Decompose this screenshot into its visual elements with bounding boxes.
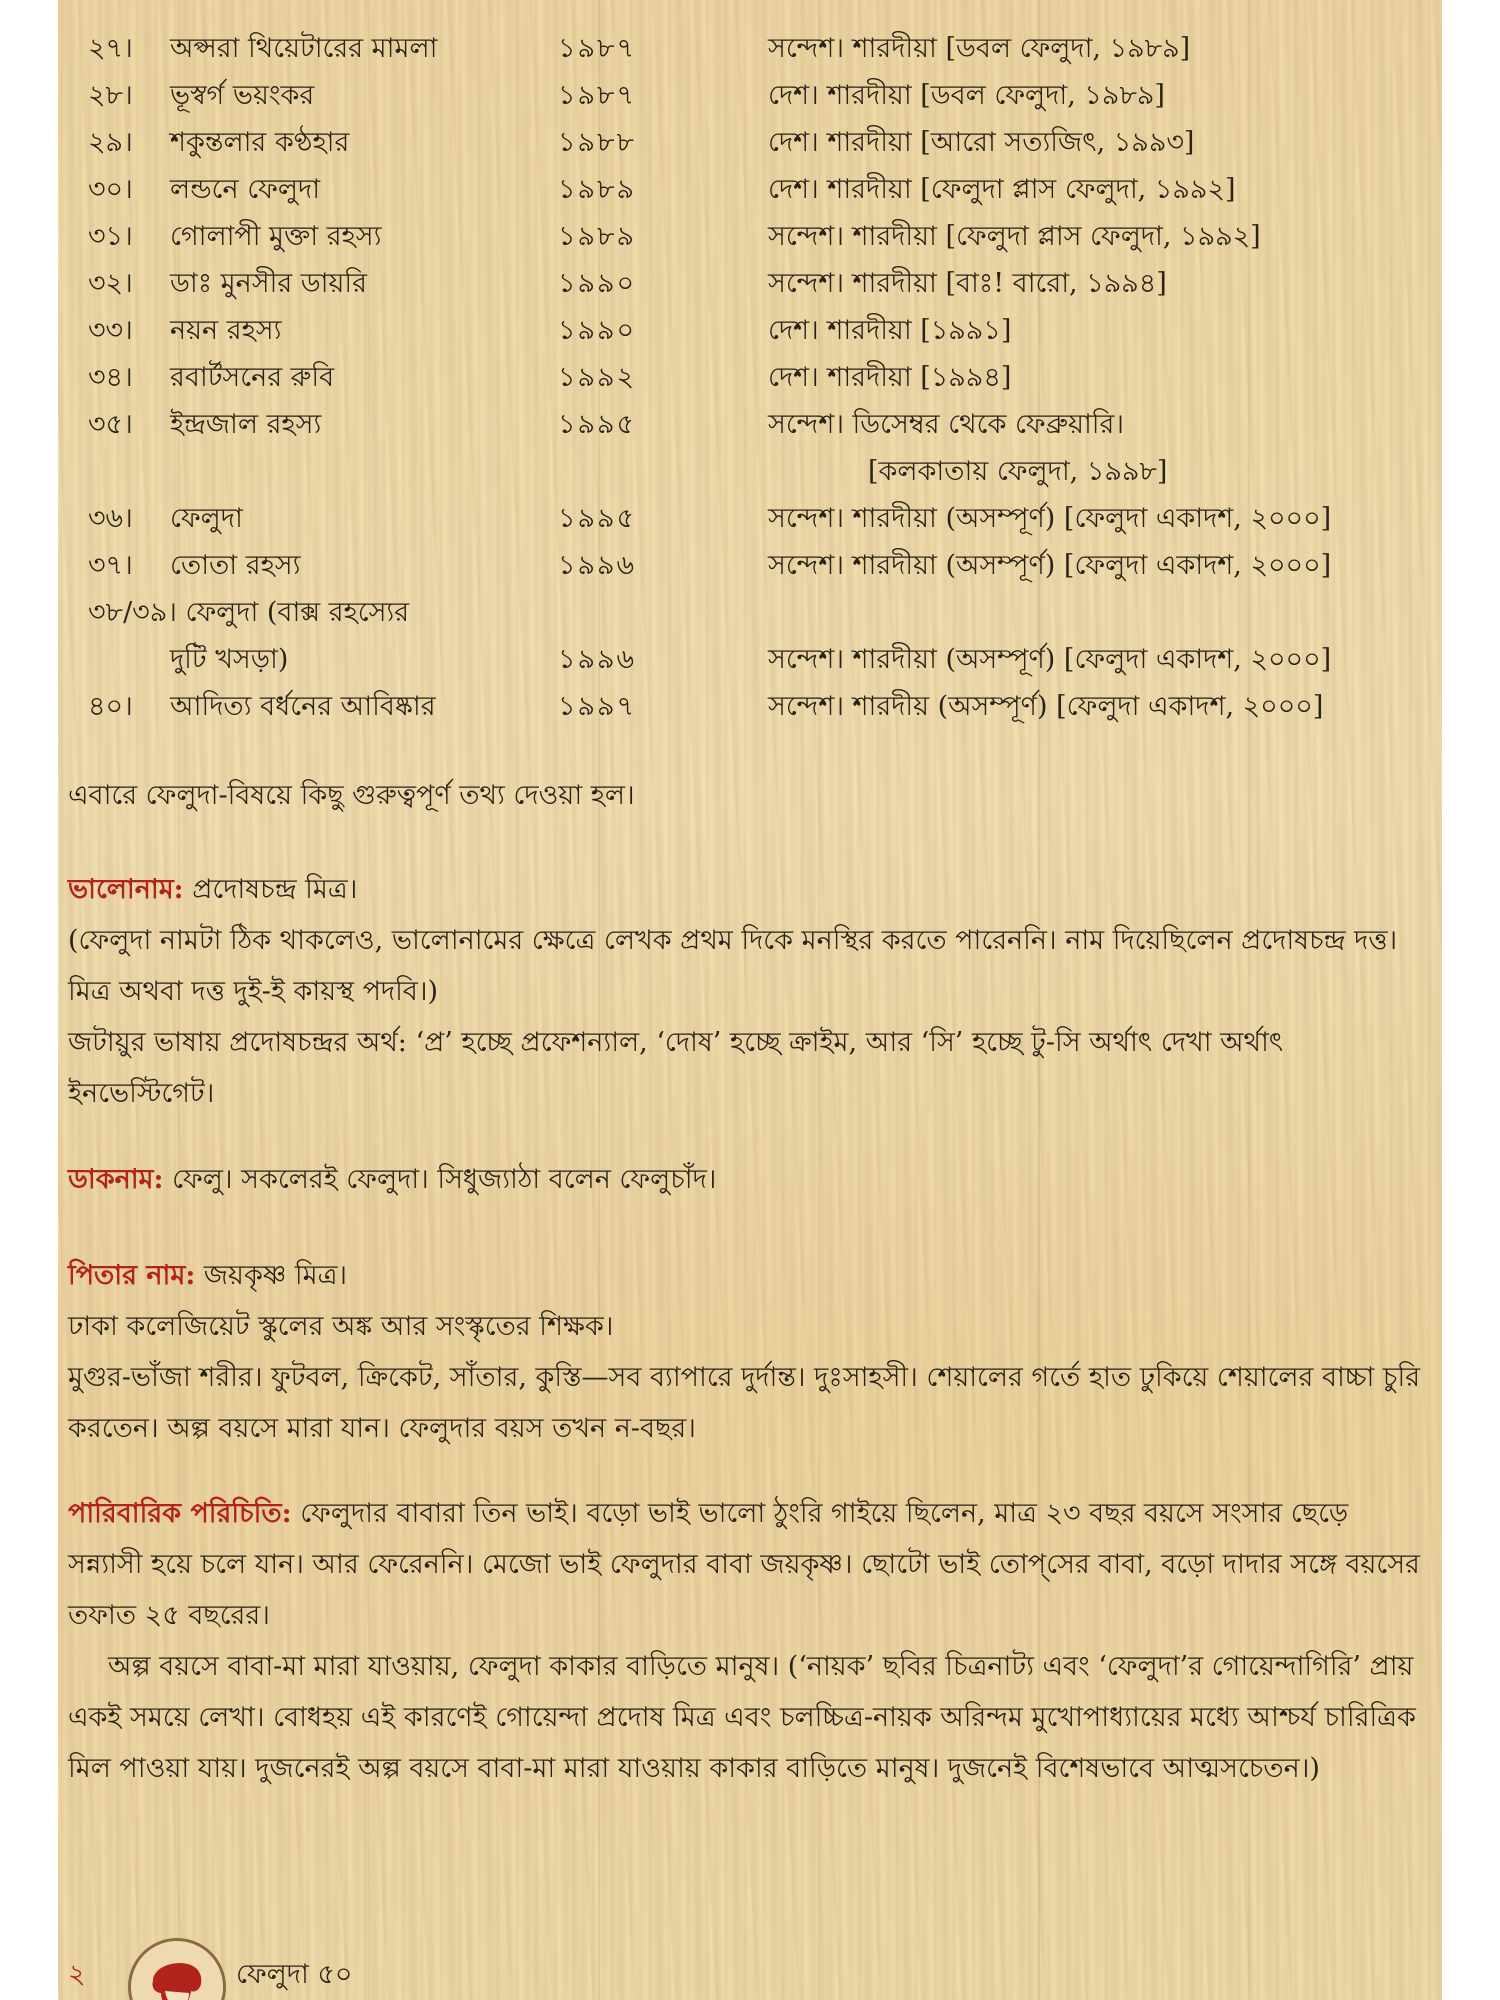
story-number: ২৯। <box>88 127 133 158</box>
story-number: ৩২। <box>88 268 133 299</box>
list-item <box>88 75 1418 122</box>
intro-paragraph <box>68 770 1428 821</box>
story-title: তোতা রহস্য <box>170 550 301 581</box>
section-label: ডাকনাম: <box>68 1164 164 1195</box>
story-number: ৩৩। <box>88 315 133 346</box>
story-title: আদিত্য বর্ধনের আবিষ্কার <box>170 691 436 722</box>
list-item <box>88 545 1418 592</box>
story-title: ইন্দ্রজাল রহস্য <box>170 409 322 440</box>
page-footer <box>68 1938 568 1998</box>
story-title: নয়ন রহস্য <box>170 315 282 346</box>
story-title: দুটি খসড়া) <box>170 644 289 675</box>
story-source: দেশ। শারদীয়া [১৯৯১] <box>768 315 1012 346</box>
story-title: লন্ডনে ফেলুদা <box>170 174 321 205</box>
section-value: জয়কৃষ্ণ মিত্র। <box>195 1260 348 1291</box>
story-source: দেশ। শারদীয়া [১৯৯৪] <box>768 362 1012 393</box>
list-item <box>88 122 1418 169</box>
section-heading-line <box>68 1154 1428 1205</box>
section-value: ফেলু। সকলেরই ফেলুদা। সিধুজ্যাঠা বলেন ফেলুচাঁদ। <box>163 1164 717 1195</box>
section-heading-line <box>68 864 1428 915</box>
list-item <box>88 404 1418 451</box>
story-year: ১৯৯৬ <box>558 550 637 581</box>
story-source: সন্দেশ। শারদীয়া (অসম্পূর্ণ) [ফেলুদা একাদশ, ২০০০] <box>768 503 1332 534</box>
story-year: ১৯৯৫ <box>558 503 637 534</box>
story-title: অপ্সরা থিয়েটারের মামলা <box>170 33 438 64</box>
story-number: ২৭। <box>88 33 133 64</box>
list-item-continuation <box>88 451 1418 498</box>
story-title: শকুন্তলার কণ্ঠহার <box>170 127 350 158</box>
story-year: ১৯৯৭ <box>558 691 637 722</box>
story-title: ভূস্বর্গ ভয়ংকর <box>170 80 315 111</box>
story-year: ১৯৮৭ <box>558 33 637 64</box>
book-title: ফেলুদা ৫০ <box>236 1959 353 1990</box>
section-pitar-nam <box>68 1250 1428 1454</box>
section-paragraph: জটায়ুর ভাষায় প্রদোষচন্দ্রর অর্থ: ‘প্র’ হচ্ছে প্রফেশন্যাল, ‘দোষ’ হচ্ছে ক্রাইম, আর ‘সি’ হচ্ছে টু-সি অর্থাৎ দেখা অর্থাৎ ইনভেস্টিগেট। <box>68 1027 1284 1109</box>
story-number: ৩৫। <box>88 409 133 440</box>
story-source: সন্দেশ। শারদীয়া (অসম্পূর্ণ) [ফেলুদা একাদশ, ২০০০] <box>768 644 1332 675</box>
story-number: ২৮। <box>88 80 133 111</box>
section-paragraph: ঢাকা কলেজিয়েট স্কুলের অঙ্ক আর সংস্কৃতের শিক্ষক। <box>68 1311 614 1342</box>
section-label: পারিবারিক পরিচিতি: <box>68 1498 292 1529</box>
page-number: ২ <box>68 1959 86 1990</box>
list-item <box>88 28 1418 75</box>
list-item <box>88 310 1418 357</box>
story-source: দেশ। শারদীয়া [ফেলুদা প্লাস ফেলুদা, ১৯৯২] <box>768 174 1236 205</box>
story-year: ১৯৯৬ <box>558 644 637 675</box>
story-source: সন্দেশ। ডিসেম্বর থেকে ফেব্রুয়ারি। <box>768 409 1125 440</box>
page <box>58 0 1442 2000</box>
story-year: ১৯৮৮ <box>558 127 637 158</box>
story-list <box>88 28 1418 733</box>
list-item <box>88 263 1418 310</box>
story-title: ডাঃ মুনসীর ডায়রি <box>170 268 367 299</box>
section-bhaloname <box>68 864 1428 1119</box>
section-paragraph: মুগুর-ভাঁজা শরীর। ফুটবল, ক্রিকেট, সাঁতার, কুস্তি—সব ব্যাপারে দুর্দান্ত। দুঃসাহসী। শেয়ালের গর্তে হাত ঢুকিয়ে শেয়ালের বাচ্চা চুরি করতেন। অল্প বয়সে মারা যান। ফেলুদার বয়স তখন ন-বছর। <box>68 1362 1421 1444</box>
section-heading-line <box>68 1250 1428 1301</box>
story-number: ৩৪। <box>88 362 133 393</box>
story-year: ১৯৮৯ <box>558 221 637 252</box>
story-year: ১৯৯০ <box>558 315 637 346</box>
list-item <box>88 498 1418 545</box>
section-paragraph: (ফেলুদা নামটা ঠিক থাকলেও, ভালোনামের ক্ষেত্রে লেখক প্রথম দিকে মনস্থির করতে পারেননি। নাম দিয়েছিলেন প্রদোষচন্দ্র দত্ত। মিত্র অথবা দত্ত দুই-ই কায়স্থ পদবি।) <box>68 925 1398 1007</box>
list-item <box>88 357 1418 404</box>
portrait-drawing <box>131 1941 223 2000</box>
story-title: রবার্টসনের রুবি <box>170 362 335 393</box>
list-item <box>88 592 1418 639</box>
story-source: সন্দেশ। শারদীয়া [বাঃ! বারো, ১৯৯৪] <box>768 268 1167 299</box>
intro-text: এবারে ফেলুদা-বিষয়ে কিছু গুরুত্বপূর্ণ তথ্য দেওয়া হল। <box>68 780 635 811</box>
story-source: সন্দেশ। শারদীয়া (অসম্পূর্ণ) [ফেলুদা একাদশ, ২০০০] <box>768 550 1332 581</box>
story-year: ১৯৯০ <box>558 268 637 299</box>
story-year: ১৯৯২ <box>558 362 637 393</box>
story-year: ১৯৮৭ <box>558 80 637 111</box>
story-source: [কলকাতায় ফেলুদা, ১৯৯৮] <box>868 456 1168 487</box>
story-title: গোলাপী মুক্তা রহস্য <box>170 221 382 252</box>
list-item <box>88 216 1418 263</box>
story-source: দেশ। শারদীয়া [আরো সত্যজিৎ, ১৯৯৩] <box>768 127 1195 158</box>
section-label: পিতার নাম: <box>68 1260 196 1291</box>
story-source: সন্দেশ। শারদীয়া [ফেলুদা প্লাস ফেলুদা, ১৯৯২] <box>768 221 1261 252</box>
list-item-continuation <box>88 639 1418 686</box>
list-item <box>88 686 1418 733</box>
section-paragraph: অল্প বয়সে বাবা-মা মারা যাওয়ায়, ফেলুদা কাকার বাড়িতে মানুষ। (‘নায়ক’ ছবির চিত্রনাট্য এবং ‘ফেলুদা’র গোয়েন্দাগিরি’ প্রায় একই সময়ে লেখা। বোধহয় এই কারণেই গোয়েন্দা প্রদোষ মিত্র এবং চলচ্চিত্র-নায়ক অরিন্দম মুখোপাধ্যায়ের মধ্যে আশ্চর্য চারিত্রিক মিল পাওয়া যায়। দুজনেরই অল্প বয়সে বাবা-মা মারা যাওয়ায় কাকার বাড়িতে মানুষ। দুজনেই বিশেষভাবে আত্মসচেতন।) <box>68 1651 1416 1784</box>
story-number: ৩৮/৩৯। ফেলুদা (বাক্স রহস্যের <box>88 597 410 628</box>
section-value: ফেলুদার বাবারা তিন ভাই। বড়ো ভাই ভালো ঠুংরি গাইয়ে ছিলেন, মাত্র ২৩ বছর বয়সে সংসার ছেড়ে সন্ন্যাসী হয়ে চলে যান। আর ফেরেননি। মেজো ভাই ফেলুদার বাবা জয়কৃষ্ণ। ছোটো ভাই তোপ্‌সের বাবা, বড়ো দাদার সঙ্গে বয়সের তফাত ২৫ বছরের। <box>68 1498 1420 1631</box>
story-number: ৩০। <box>88 174 133 205</box>
story-source: সন্দেশ। শারদীয়া [ডবল ফেলুদা, ১৯৮৯] <box>768 33 1191 64</box>
story-source: দেশ। শারদীয়া [ডবল ফেলুদা, ১৯৮৯] <box>768 80 1165 111</box>
story-title: ফেলুদা <box>170 503 243 534</box>
story-number: ৩৭। <box>88 550 133 581</box>
section-dakname <box>68 1154 1428 1205</box>
story-number: ৩১। <box>88 221 133 252</box>
section-value: প্রদোষচন্দ্র মিত্র। <box>183 874 358 905</box>
section-label: ভালোনাম: <box>68 874 184 905</box>
story-number: ৩৬। <box>88 503 133 534</box>
section-paragraph <box>68 1488 1428 1641</box>
story-source: সন্দেশ। শারদীয় (অসম্পূর্ণ) [ফেলুদা একাদশ, ২০০০] <box>768 691 1324 722</box>
story-year: ১৯৯৫ <box>558 409 637 440</box>
story-year: ১৯৮৯ <box>558 174 637 205</box>
story-number: ৪০। <box>88 691 133 722</box>
section-paribarik <box>68 1488 1428 1794</box>
list-item <box>88 169 1418 216</box>
author-portrait-icon <box>128 1938 226 2000</box>
